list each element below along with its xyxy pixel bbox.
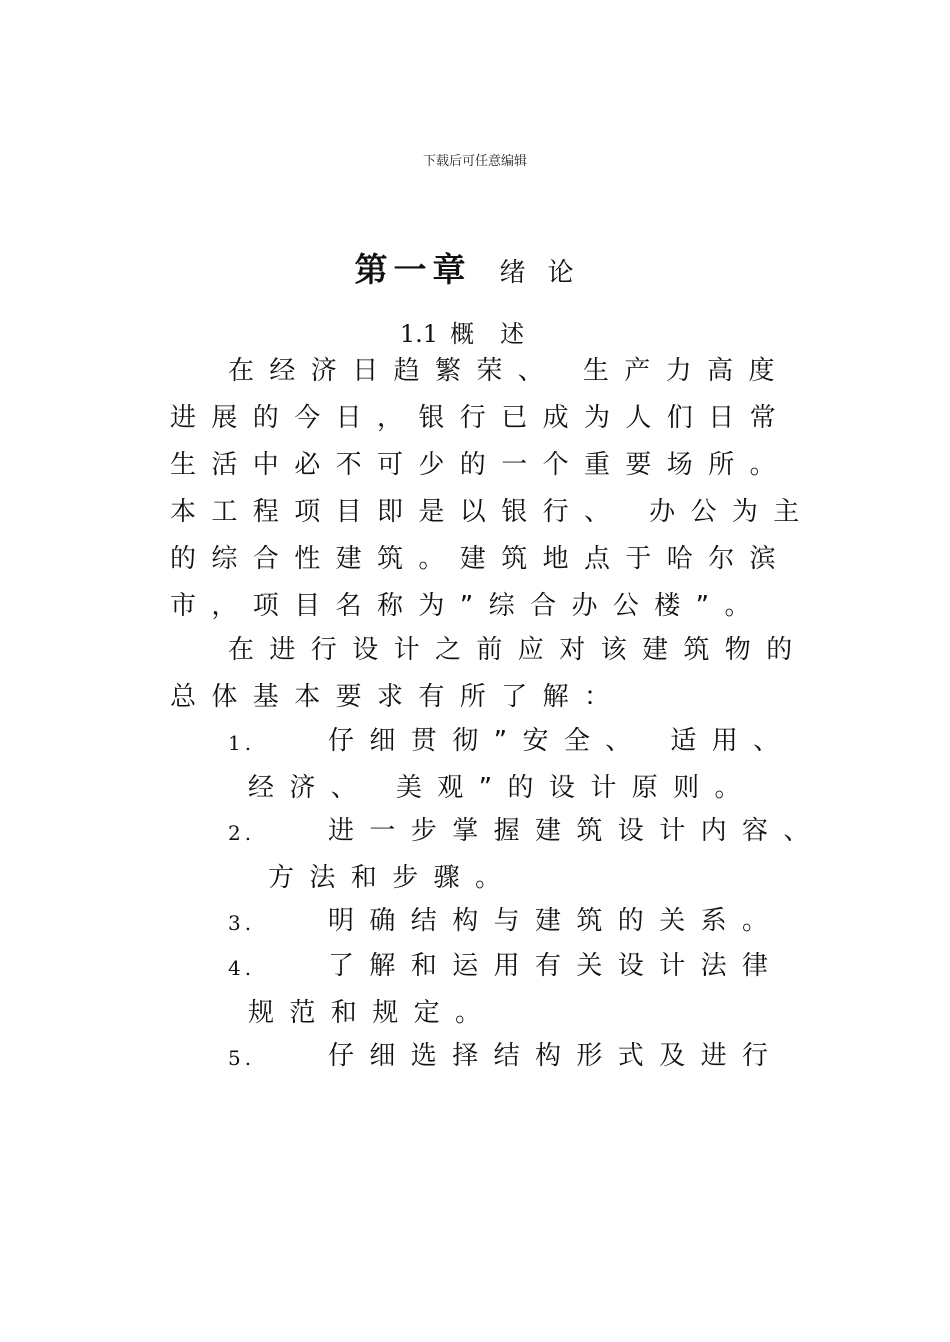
list-item-line: 仔细贯彻”安全、 适用、: [328, 726, 795, 756]
paragraph-line: 在经济日趋繁荣、 生产力高度: [228, 356, 790, 386]
paragraph-line: 生活中必不可少的一个重要场所。: [170, 450, 792, 480]
list-item-line: 进一步掌握建筑设计内容、: [328, 816, 825, 846]
list-item-line: 了解和运用有关设计法律: [328, 951, 784, 981]
paragraph-line: 在进行设计之前应对该建筑物的: [228, 635, 808, 665]
chapter-number: 第一章: [354, 250, 472, 289]
list-item-number: 2.: [228, 821, 256, 845]
paragraph-line: 总体基本要求有所了解：: [170, 682, 626, 712]
chapter-name: 绪论: [499, 258, 596, 288]
list-item-number: 1.: [228, 731, 256, 755]
list-item-number: 3.: [228, 911, 256, 935]
header-note: 下载后可任意编辑: [422, 154, 527, 169]
paragraph-line: 的综合性建筑。建筑地点于哈尔滨: [170, 544, 792, 574]
paragraph-line: 进展的今日，银行已成为人们日常: [170, 403, 792, 433]
list-item-line: 规范和规定。: [248, 998, 497, 1028]
list-item-number: 4.: [228, 956, 256, 980]
section-number: 1.1: [399, 320, 439, 348]
paragraph-line: 本工程项目即是以银行、 办公为主: [170, 497, 815, 527]
section-name: 概述: [450, 320, 551, 348]
list-item-line: 仔细选择结构形式及进行: [328, 1041, 784, 1071]
list-item-line: 方法和步骤。: [268, 863, 517, 893]
paragraph-line: 市，项目名称为”综合办公楼”。: [170, 591, 766, 621]
section-title: [0, 314, 950, 349]
list-item-line: 经济、 美观”的设计原则。: [248, 773, 756, 803]
list-item-number: 5.: [228, 1046, 256, 1070]
list-item-line: 明确结构与建筑的关系。: [328, 906, 784, 936]
chapter-title: [0, 244, 950, 291]
